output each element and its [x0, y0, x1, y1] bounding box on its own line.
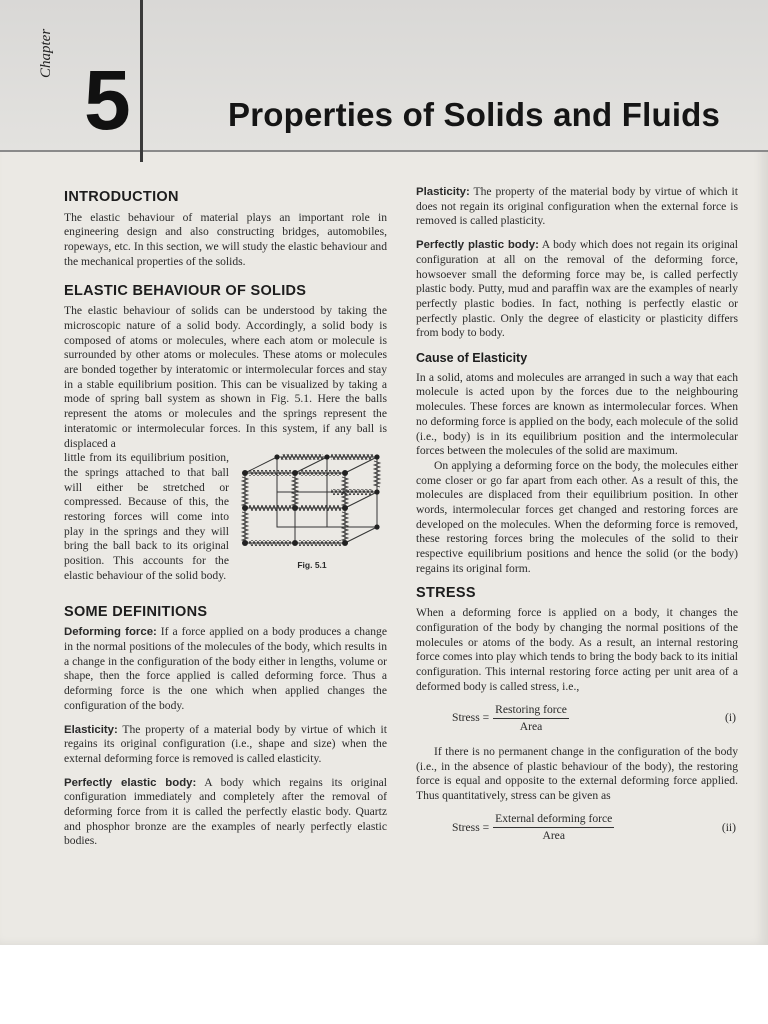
equation-denominator: Area	[542, 829, 565, 843]
equation-lhs: Stress =	[452, 711, 490, 725]
definition-perfectly-plastic-body	[416, 238, 738, 341]
figure-5-1	[237, 451, 387, 572]
definition-term: Perfectly elastic body:	[64, 776, 197, 789]
equation-fraction	[493, 703, 569, 735]
cause-paragraph-1: In a solid, atoms and molecules are arranged in such a way that each molecule is acted upon by the forces due to the neighbouring molecules. These forces are known as intermolecular forces. When no deforming force is applied on the body, each molecule of the solid (i.e., body) is in its equilibrium position and the intermolecular forces between the molecules of the solid are maximum.	[416, 370, 738, 458]
definition-term: Elasticity:	[64, 723, 118, 736]
figure-caption: Fig. 5.1	[297, 559, 327, 570]
definition-text: The property of the material body by virtue of which it does not regain its original configuration when the external force is removed is called plasticity.	[416, 185, 738, 228]
equation-numerator: External deforming force	[493, 812, 614, 829]
equation-lhs: Stress =	[452, 820, 490, 834]
spring-ball-lattice-diagram	[237, 451, 387, 551]
introduction-heading: INTRODUCTION	[64, 189, 179, 205]
cause-paragraph-2: On applying a deforming force on the body, the molecules either come closer or go far apart from each other. As a result of this, the molecules are displaced from their equilibrium position. In other words, intermolecular forces get changed and restoring forces are developed on the molecules. When the deforming force is removed, these restoring forces bring the molecules of the solid to their respective equilibrium positions and hence the solid (or the body) regains its original form.	[416, 458, 738, 575]
equation-number: (i)	[725, 711, 736, 725]
equation-numerator: Restoring force	[493, 703, 569, 720]
definition-text: If a force applied on a body produces a change in the normal positions of the molecules of the body, which results in a change in the configuration of the body either in lengths, volume or shape, then the force applied is called deforming force. Thus a deforming force is the one which when applied changes the configuration of the body.	[64, 625, 387, 712]
definitions-heading: SOME DEFINITIONS	[64, 603, 208, 620]
stress-paragraph-1: When a deforming force is applied on a body, it changes the configuration of the body by changing the normal positions of the molecules or atoms of the body. As a result, an internal restoring force comes into play which tends to bring the body back to its initial configuration. This internal restoring force acting per unit area of a deformed body is called stress, i.e.,	[416, 606, 738, 693]
definition-text: A body which regains its original configuration immediately and completely after the removal of deforming force from it is called the perfectly elastic body. Quartz and phosphor bronze are the examples of nearly perfectly elastic bodies.	[64, 775, 387, 848]
definition-perfectly-elastic-body	[64, 776, 387, 850]
definition-text: A body which does not regain its original configuration at all on the removal of the deforming force, howsoever small the deforming force may be, is called perfectly plastic body. Putty, mud and paraffin wax are the examples of nearly perfectly plastic bodies. In fact, nothing is perfectly elastic or perfectly plastic. Only the degree of elasticity or plasticity differs from body to body.	[416, 238, 738, 340]
definition-term: Plasticity:	[416, 186, 470, 198]
equation-2	[416, 812, 738, 844]
chapter-label: Chapter	[38, 28, 54, 78]
introduction-text: The elastic behaviour of material plays an important role in engineering design and also constructing bridges, automobiles, ropeways, etc. In this section, we will study the elastic behaviour and the mechanical properties of the solids.	[64, 210, 387, 268]
stress-paragraph-2: If there is no permanent change in the configuration of the body (i.e., in the absence of plastic behaviour of the body), the restoring force is equal and opposite to the external deforming force applied. Thus quantitatively, stress can be given as	[416, 744, 738, 803]
equation-1	[416, 703, 738, 735]
definition-deforming-force	[64, 625, 387, 713]
definition-term: Perfectly plastic body:	[416, 239, 539, 252]
elastic-behaviour-heading: ELASTIC BEHAVIOUR OF SOLIDS	[64, 282, 307, 299]
cause-of-elasticity-heading: Cause of Elasticity	[416, 351, 528, 366]
figure-block	[64, 451, 387, 592]
definition-elasticity	[64, 723, 387, 767]
right-column	[416, 185, 738, 854]
chapter-header	[0, 0, 768, 152]
left-column	[64, 190, 387, 858]
equation-fraction	[493, 812, 614, 844]
stress-heading: STRESS	[416, 584, 476, 601]
equation-number: (ii)	[721, 820, 736, 834]
chapter-title: Properties of Solids and Fluids	[228, 96, 721, 133]
definition-text: The property of a material body by virtue of which it regains its original configuration (i.e., shape and size) when the external deforming force is removed is called elasticity.	[64, 722, 387, 765]
elastic-behaviour-wrap-text: little from its equilibrium position, the springs attached to that ball will either be stretched or compressed. Because of this, the restoring forces will come into play in the springs and they will bring the ball back to its original position. This accounts for the elastic behaviour of the solid body.	[64, 451, 229, 582]
chapter-number: 5	[84, 53, 131, 147]
definition-plasticity	[416, 185, 738, 229]
equation-denominator: Area	[519, 720, 543, 734]
header-divider	[140, 0, 143, 162]
definition-term: Deforming force:	[64, 626, 157, 639]
elastic-behaviour-text: The elastic behaviour of solids can be understood by taking the microscopic nature of a solid body. Accordingly, a solid body is composed of atoms or molecules, where each atom or molecule is surrounded by other atoms or molecules. These atoms or molecules are bonded together by interatomic or intermolecular forces and stay in a stable equilibrium position. This can be visualized by taking a mode of spring ball system as shown in Fig. 5.1. Here the balls represent the atoms or molecules and the springs represent the interatomic or intermolecular forces. In this system, if any ball is displaced a	[64, 304, 387, 450]
